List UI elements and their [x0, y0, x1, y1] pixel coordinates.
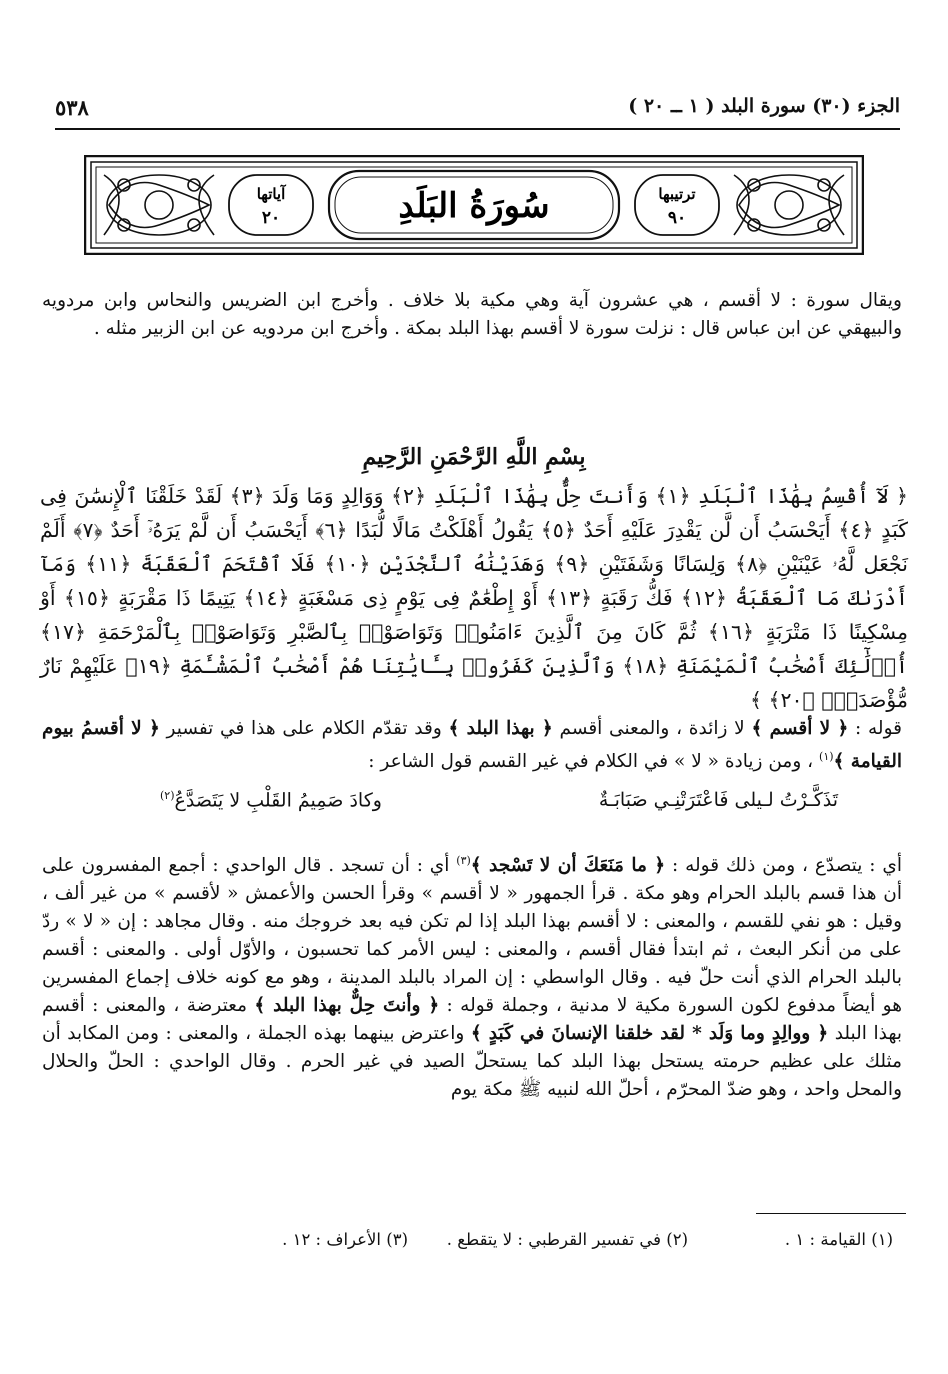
text-run: قوله : — [848, 718, 902, 739]
poem-verse — [0, 789, 948, 823]
text-run: معترضة ، والمعنى : أقسم بهذا البلد — [42, 995, 902, 1045]
header-rule — [55, 128, 900, 130]
text-run: أي : أن تسجد . قال الواحدي : أجمع المفسرون على أن هذا قسم بالبلد الحرام وهو مكة . قرأ الجمهور « لا أقسم » وقرأ الحسن والأعمش « لأقسم » من غير ألف ، وقيل : هو نفي للقسم ، والمعنى : لا أقسم بهذا البلد إذا لم تكن فيه بعد خروجك منه . وقال مجاهد : إن « لا » ردّ على من أنكر البعث ، ثم ابتدأ فقال أقسم ، والمعنى : ليس الأمر كما تحسبون ، والأوّل أولى . والمعنى : أقسم بالبلد الحرام الذي أنت حلّ فيه . وقال الواسطي : إن المراد بالبلد المدينة ، وهو مع كونه خلاف إجماع المفسرين هو أيضاً مدفوع لكون السورة مكية لا مدنية ، وجملة قوله : — [42, 855, 902, 1017]
footnote-rule — [756, 1213, 906, 1214]
running-header — [55, 95, 900, 129]
tafsir-paragraph-2 — [42, 847, 902, 1104]
footnote-ref: (٣) — [456, 854, 471, 867]
text-run: ، ومن زيادة « لا » في الكلام في غير القسم قول الشاعر : — [368, 751, 820, 773]
footnote-3: (٣) الأعراف : ١٢ . — [282, 1230, 408, 1249]
quote: ﴿ لا أقسم ﴾ — [751, 718, 849, 739]
verses-count: ٢٠ — [261, 208, 281, 228]
verses-label: آياتها — [256, 185, 286, 203]
text-run: واعترض بينهما بهذه الجملة ، والمعنى : ومن المكابد أن مثلك على عظيم حرمته يستحل بهذا البلد كما يستحلّ الصيد في غير الحرم . وقال الواحدي : الحلّ والحلال والمحل واحد ، وهو ضدّ المحرّم ، أحلّ الله لنبيه ﷺ مكة يوم — [42, 1023, 902, 1101]
footnote-2: (٢) في تفسير القرطبي : لا يتقطع . — [446, 1230, 688, 1249]
basmala: بِسْمِ اللَّهِ الرَّحْمَنِ الرَّحِيمِ — [362, 444, 586, 470]
text-run: وقد تقدّم الكلام على هذا في تفسير — [159, 718, 449, 739]
footnote-ref: (١) — [819, 750, 834, 763]
hemistich-2 — [160, 789, 382, 811]
hemistich-1: تَذَكَّـرْتُ لـيلى فَاعْتَرَتْنِـي صَبَابَـةٌ — [598, 789, 838, 811]
text-run: أي : يتصدّع ، ومن ذلك قوله : — [665, 855, 902, 877]
order-number: ٩٠ — [667, 208, 687, 228]
quote: ﴿ لا أقسمُ بيوم القيامة ﴾ — [42, 718, 902, 773]
intro-paragraph: ويقال سورة : لا أقسم ، هي عشرون آية وهي مكية بلا خلاف . وأخرج ابن الضريس والنحاس وابن مردويه والبيهقي عن ابن عباس قال : نزلت سورة لا أقسم بهذا البلد بمكة . وأخرج ابن مردويه عن ابن الزبير مثله . — [42, 290, 902, 339]
surah-title: سُورَةُ البَلَدِ — [398, 186, 550, 226]
footnotes — [93, 1230, 893, 1260]
quote: ﴿ ما مَنَعَكَ أن لا تَسْجد ﴾ — [470, 855, 666, 877]
quote: ﴿ ووالِدٍ وما وَلَد * لقد خلقنا الإنسانَ في كَبَدٍ ﴾ — [470, 1023, 829, 1045]
order-label: ترتيبها — [658, 185, 696, 203]
running-title: الجزء (٣٠) سورة البلد ( ١ ــ ٢٠ ) — [628, 95, 900, 117]
text-run: لا زائدة ، والمعنى أقسم — [552, 718, 752, 739]
tafsir-paragraph-1 — [42, 715, 902, 776]
page-number: ٥٣٨ — [55, 95, 89, 120]
quote: ﴿ بهذا البلد ﴾ — [448, 718, 553, 739]
surah-banner — [84, 155, 864, 255]
footnote-1: (١) القيامة : ١ . — [784, 1230, 893, 1249]
footnote-ref: (٢) — [160, 789, 175, 802]
quote: ﴿ وأنتَ حِلٌّ بهذا البلد ﴾ — [254, 995, 440, 1017]
quran-verses: ﴿ لَآ أُقْسِمُ بِهَٰذَا ٱلْبَلَدِ ﴿١﴾ وَأَنتَ حِلٌّۢ بِهَٰذَا ٱلْبَلَدِ ﴿٢﴾ وَوَالِدٍ وَمَا وَلَدَ ﴿٣﴾ لَقَدْ خَلَقْنَا ٱلْإِنسَٰنَ فِى كَبَدٍ ﴿٤﴾ أَيَحْسَبُ أَن لَّن يَقْدِرَ عَلَيْهِ أَحَدٌ ﴿٥﴾ يَقُولُ أَهْلَكْتُ مَالًا لُّبَدًا ﴿٦﴾ أَيَحْسَبُ أَن لَّمْ يَرَهُۥٓ أَحَدٌ ﴿٧﴾ أَلَمْ نَجْعَل لَّهُۥ عَيْنَيْنِ ﴿٨﴾ وَلِسَانًا وَشَفَتَيْنِ ﴿٩﴾ وَهَدَيْنَٰهُ ٱلنَّجْدَيْنِ ﴿١٠﴾ فَلَا ٱقْتَحَمَ ٱلْعَقَبَةَ ﴿١١﴾ وَمَآ أَدْرَىٰكَ مَا ٱلْعَقَبَةُ ﴿١٢﴾ فَكُّ رَقَبَةٍ ﴿١٣﴾ أَوْ إِطْعَٰمٌ فِى يَوْمٍ ذِى مَسْغَبَةٍ ﴿١٤﴾ يَتِيمًا ذَا مَقْرَبَةٍ ﴿١٥﴾ أَوْ مِسْكِينًا ذَا مَتْرَبَةٍ ﴿١٦﴾ ثُمَّ كَانَ مِنَ ٱلَّذِينَ ءَامَنُوا۟ وَتَوَاصَوْا۟ بِٱلصَّبْرِ وَتَوَاصَوْا۟ بِٱلْمَرْحَمَةِ ﴿١٧﴾ أُو۟لَٰٓئِكَ أَصْحَٰبُ ٱلْمَيْمَنَةِ ﴿١٨﴾ وَٱلَّذِينَ كَفَرُوا۟ بِـَٔايَٰتِنَا هُمْ أَصْحَٰبُ ٱلْمَشْـَٔمَةِ ﴿١٩﴾ عَلَيْهِمْ نَارٌ مُّؤْصَدَةٌۢ ﴿٢٠﴾ ﴾ — [40, 484, 909, 712]
hemistich-2-text: وكادَ صَمِيمُ القَلْبِ لا يَتَصَدَّعُ — [174, 789, 382, 812]
